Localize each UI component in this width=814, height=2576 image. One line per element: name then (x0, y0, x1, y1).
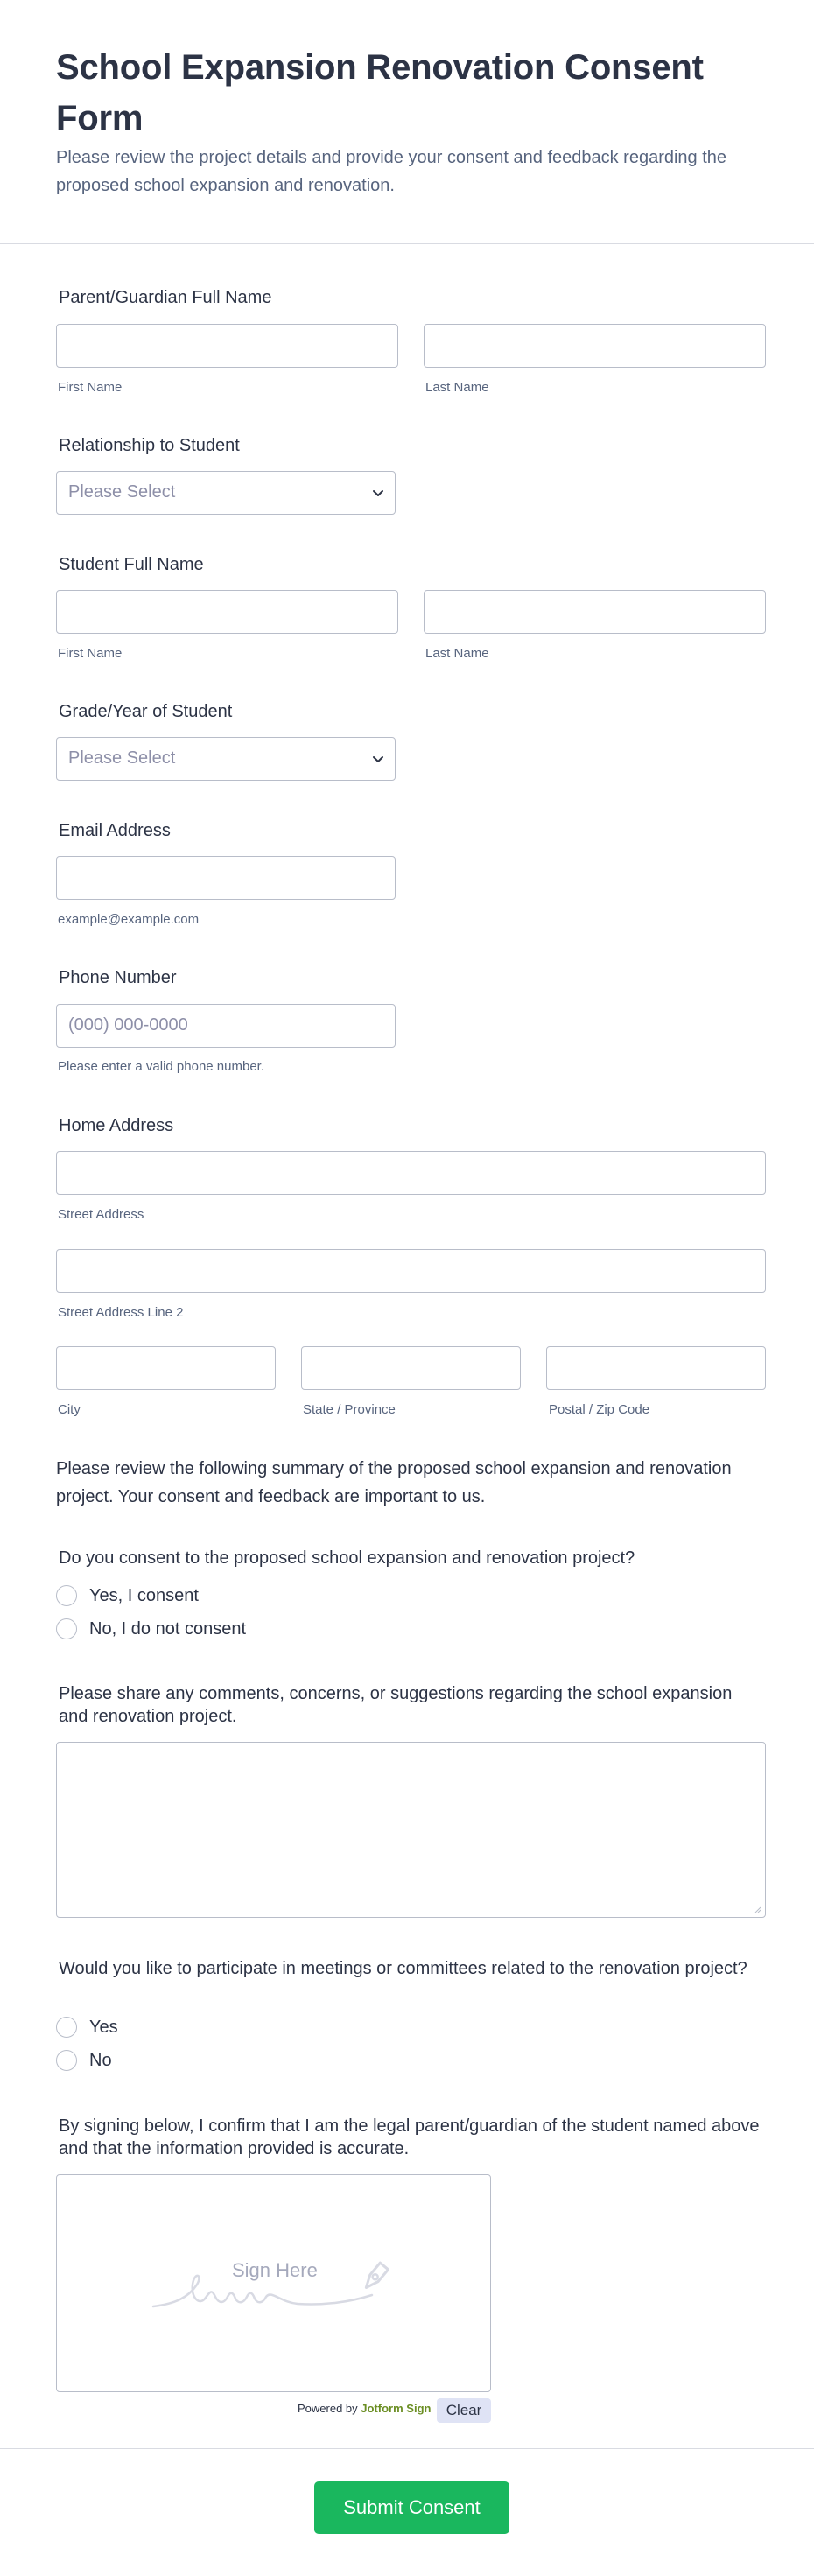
parent-name-label: Parent/Guardian Full Name (59, 288, 272, 307)
email-sublabel: example@example.com (58, 912, 200, 927)
signature-pad[interactable] (56, 2174, 491, 2392)
jotform-sign-brand: Jotform Sign (361, 2402, 432, 2415)
parent-last-name-sublabel: Last Name (425, 380, 489, 395)
chevron-down-icon (372, 754, 384, 766)
comments-textarea[interactable] (56, 1742, 766, 1918)
consent-option-label: Yes, I consent (89, 1585, 199, 1605)
radio-button[interactable] (56, 1618, 77, 1639)
email-input[interactable] (56, 856, 396, 900)
student-first-name-sublabel: First Name (58, 646, 123, 661)
street-address-sublabel: Street Address (58, 1207, 144, 1222)
resize-grip-icon[interactable] (753, 1905, 761, 1913)
radio-button[interactable] (56, 2050, 77, 2071)
signature-label: By signing below, I confirm that I am the legal parent/guardian of the student named above and that the information provided is accurate. (59, 2116, 760, 2158)
street-address-input[interactable] (56, 1151, 766, 1195)
parent-first-name-input[interactable] (56, 324, 398, 368)
consent-option-label: No, I do not consent (89, 1618, 247, 1639)
relationship-label: Relationship to Student (59, 436, 240, 455)
participate-option-yes[interactable] (56, 2017, 118, 2038)
clear-signature-button[interactable]: Clear (437, 2398, 491, 2423)
parent-last-name-input[interactable] (424, 324, 766, 368)
consent-option-yes[interactable] (56, 1585, 199, 1606)
comments-label: Please share any comments, concerns, or suggestions regarding the school expansion and renovation project. (59, 1684, 733, 1726)
submit-button[interactable]: Submit Consent (314, 2481, 509, 2534)
grade-label: Grade/Year of Student (59, 702, 233, 721)
participate-option-no[interactable] (56, 2050, 112, 2071)
phone-input[interactable] (56, 1004, 396, 1048)
chevron-down-icon (372, 488, 384, 500)
city-input[interactable] (56, 1346, 276, 1390)
signature-hint: Sign Here (232, 2259, 318, 2281)
state-sublabel: State / Province (303, 1402, 396, 1417)
powered-by-prefix: Powered by (298, 2402, 358, 2415)
relationship-select-value: Please Select (68, 482, 176, 502)
consent-question: Do you consent to the proposed school expansion and renovation project? (59, 1548, 635, 1568)
radio-button[interactable] (56, 2017, 77, 2038)
student-last-name-sublabel: Last Name (425, 646, 489, 661)
student-last-name-input[interactable] (424, 590, 766, 634)
pen-nib-icon (354, 2257, 395, 2298)
grade-select-value: Please Select (68, 748, 176, 768)
phone-placeholder: (000) 000-0000 (68, 1015, 188, 1035)
participate-option-label: Yes (89, 2017, 118, 2037)
email-label: Email Address (59, 821, 171, 840)
student-first-name-input[interactable] (56, 590, 398, 634)
parent-first-name-sublabel: First Name (58, 380, 123, 395)
student-name-label: Student Full Name (59, 555, 204, 574)
form-subtitle: Please review the project details and provide your consent and feedback regarding the proposed school expansion and renovation. (56, 148, 727, 195)
grade-select[interactable] (56, 737, 396, 781)
form-header (0, 0, 814, 244)
zip-sublabel: Postal / Zip Code (549, 1402, 650, 1417)
powered-by-text (298, 2402, 431, 2415)
state-input[interactable] (301, 1346, 521, 1390)
zip-input[interactable] (546, 1346, 766, 1390)
street-address-2-sublabel: Street Address Line 2 (58, 1305, 184, 1320)
radio-button[interactable] (56, 1585, 77, 1606)
city-sublabel: City (58, 1402, 81, 1417)
participate-question: Would you like to participate in meetings or committees related to the renovation project? (59, 1959, 747, 1978)
summary-text: Please review the following summary of the proposed school expansion and renovation project. Your consent and feedback are important to us. (56, 1459, 732, 1506)
phone-label: Phone Number (59, 968, 177, 987)
form-title: School Expansion Renovation Consent Form (56, 48, 704, 137)
footer-divider (0, 2448, 814, 2449)
participate-option-label: No (89, 2050, 112, 2070)
phone-sublabel: Please enter a valid phone number. (58, 1059, 264, 1074)
consent-option-no[interactable] (56, 1618, 246, 1639)
relationship-select[interactable] (56, 471, 396, 515)
address-label: Home Address (59, 1116, 174, 1135)
street-address-2-input[interactable] (56, 1249, 766, 1293)
